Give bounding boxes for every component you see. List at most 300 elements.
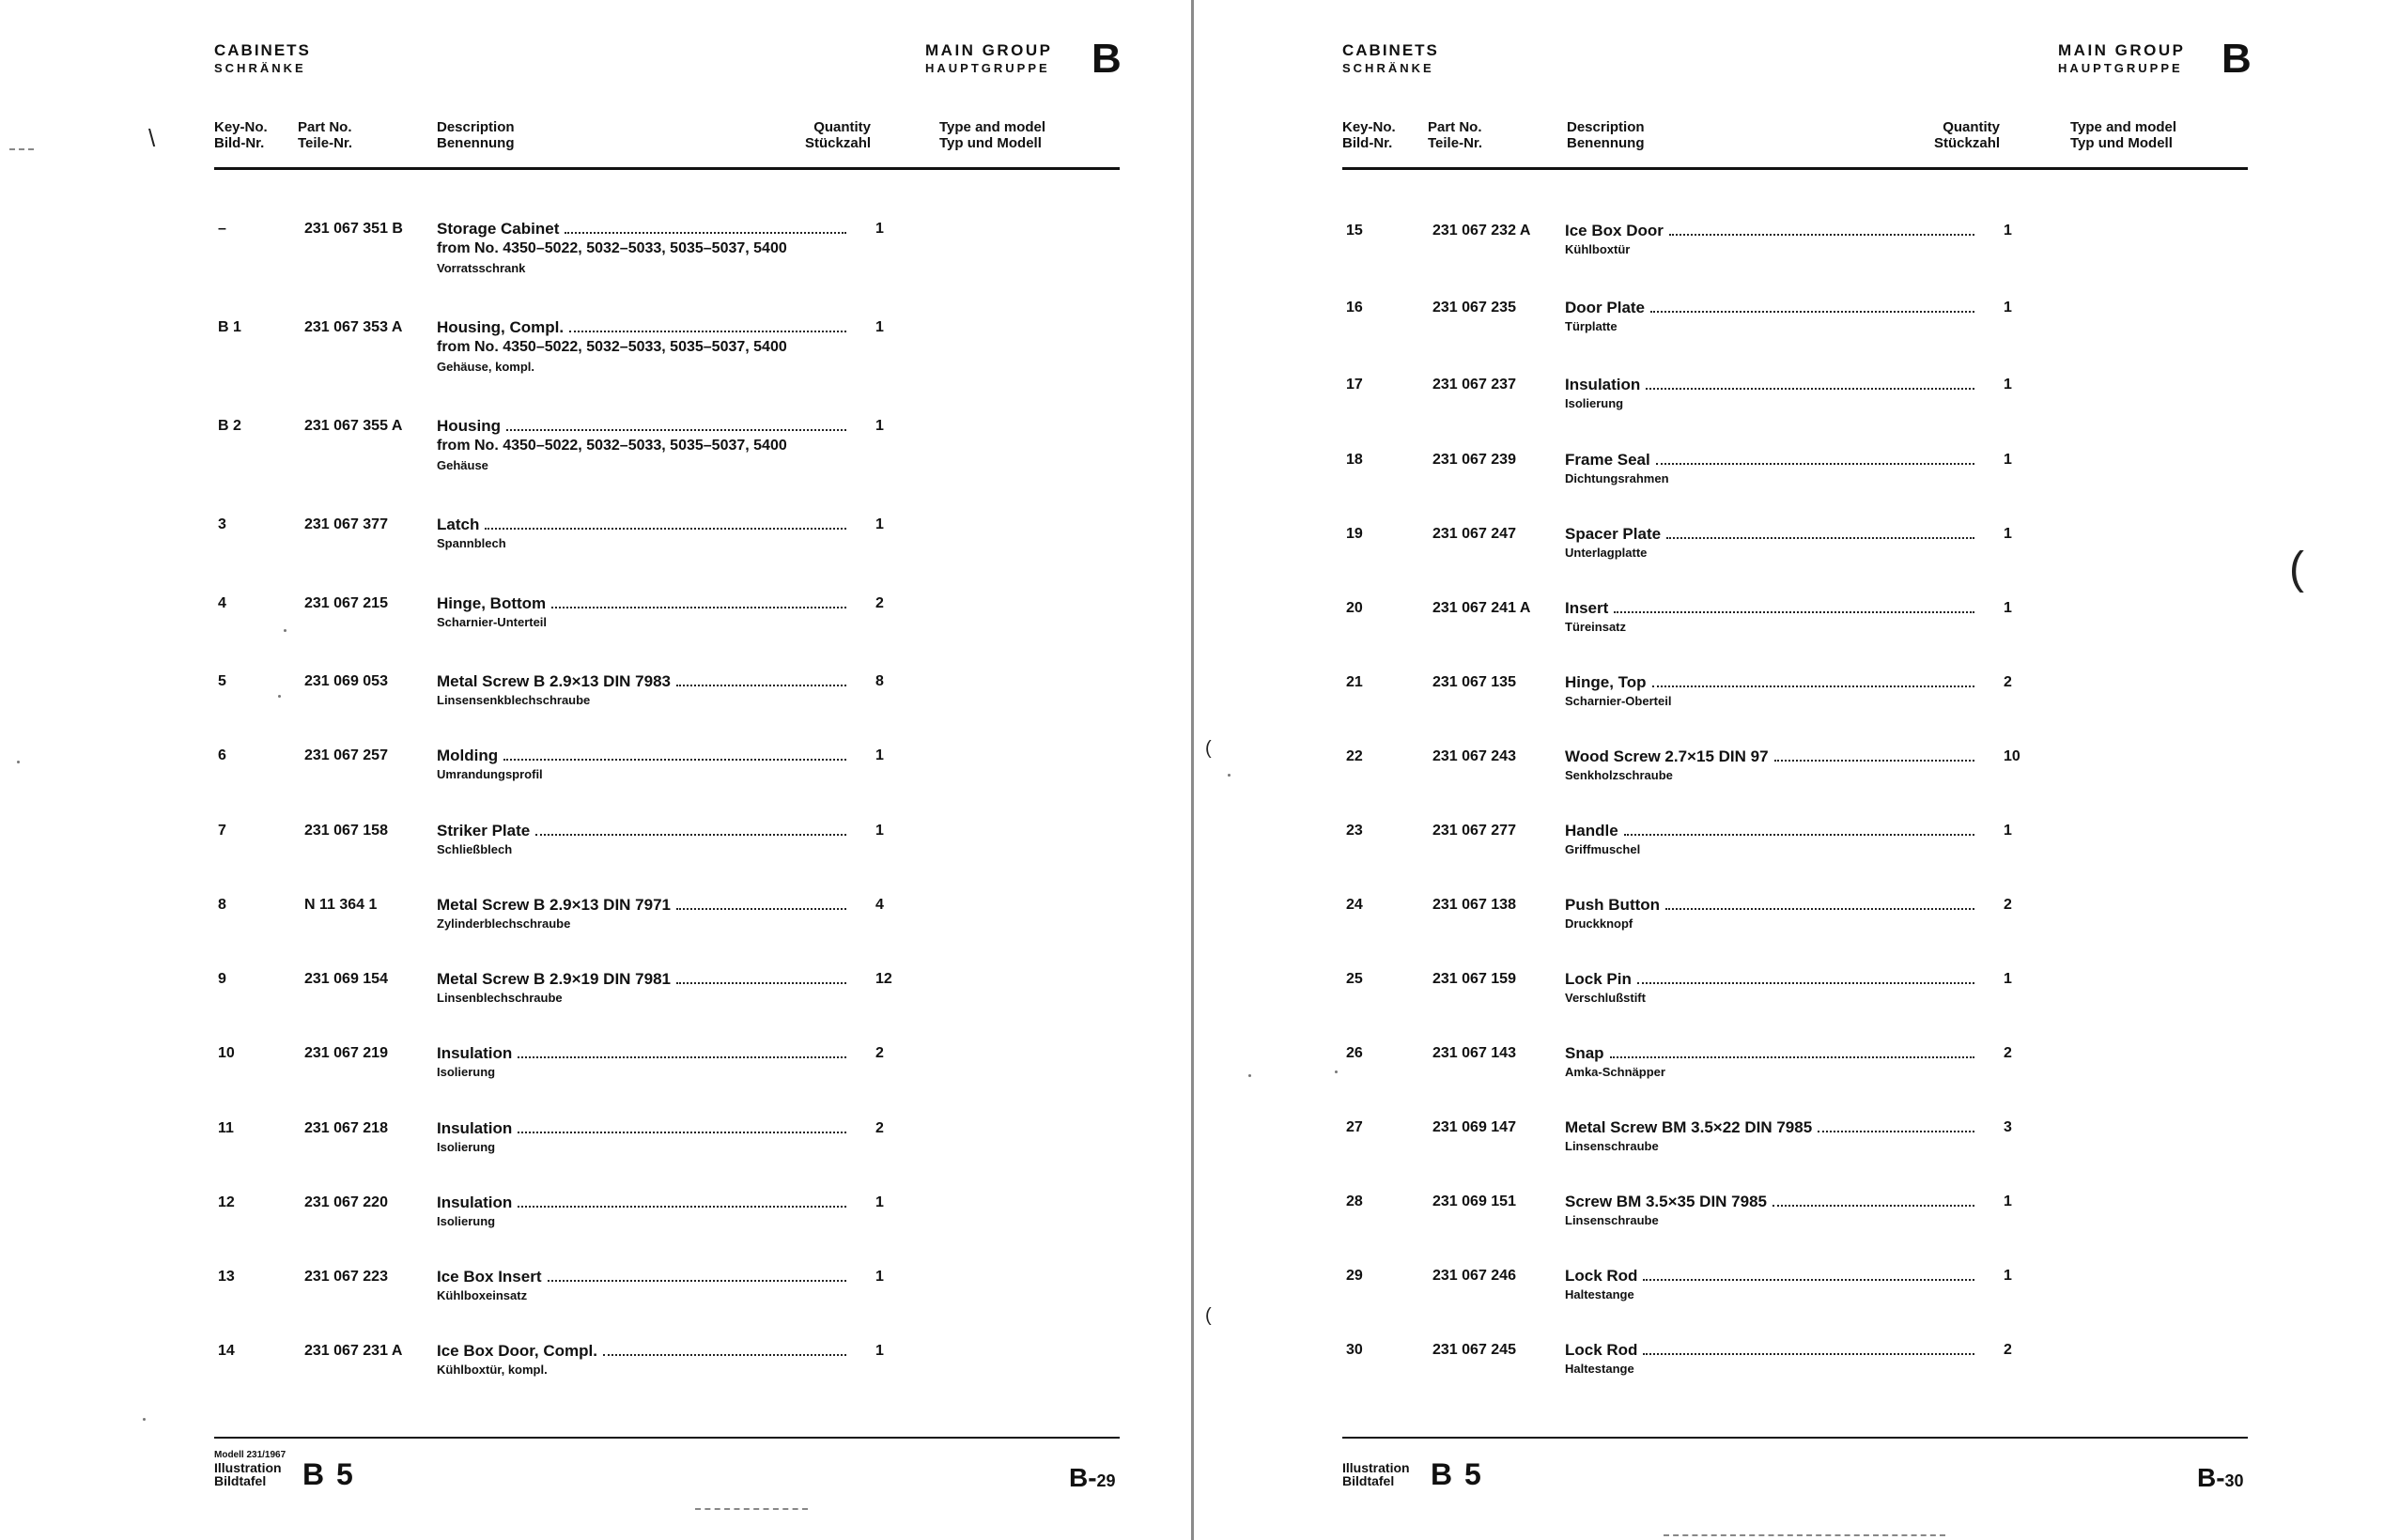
dot-leader <box>1643 1279 1974 1281</box>
col-head-qty-en: Quantity <box>1943 119 2001 135</box>
description <box>1565 299 1978 336</box>
part-number: N 11 364 1 <box>304 897 378 913</box>
description-text: Ice Box Insert <box>437 1268 542 1286</box>
footer-illustration-label <box>1342 1461 1410 1487</box>
part-number: 231 067 218 <box>304 1120 388 1136</box>
table-row <box>218 1194 951 1250</box>
description <box>437 1342 850 1379</box>
col-head-desc-de: Benennung <box>437 135 515 151</box>
group-letter: B <box>2221 36 2252 82</box>
description-text: Screw BM 3.5×35 DIN 7985 <box>1565 1193 1767 1210</box>
footer-illus-de: Bildtafel <box>214 1473 267 1488</box>
quantity: 2 <box>2004 674 2012 690</box>
part-number: 231 067 158 <box>304 823 388 839</box>
quantity: 10 <box>2004 748 2020 764</box>
key-number: 20 <box>1346 600 1363 616</box>
key-number: 11 <box>218 1120 234 1136</box>
col-head-part-de: Teile-Nr. <box>1428 135 1483 151</box>
description-en <box>437 594 850 613</box>
description-text: Hinge, Top <box>1565 673 1647 691</box>
footer-illus-en: Illustration <box>1342 1460 1410 1475</box>
section-title <box>1342 41 1439 77</box>
description-text: Hinge, Bottom <box>437 594 547 612</box>
description <box>437 822 850 859</box>
footer-illus-de: Bildtafel <box>1342 1473 1395 1488</box>
section-title-en: CABINETS <box>214 41 311 59</box>
part-number: 231 067 243 <box>1432 748 1516 764</box>
dot-leader <box>1774 760 1974 762</box>
quantity: 1 <box>2004 1194 2012 1209</box>
group-letter: B <box>1091 36 1122 82</box>
part-number: 231 067 246 <box>1432 1268 1516 1284</box>
key-number: 18 <box>1346 452 1363 468</box>
description-en <box>1565 747 1978 766</box>
dot-leader <box>551 607 846 608</box>
description-text: Metal Screw B 2.9×13 DIN 7971 <box>437 896 671 914</box>
quantity: 2 <box>2004 1045 2012 1061</box>
scan-mark <box>9 146 34 150</box>
table-row <box>1346 525 2079 581</box>
dot-leader <box>676 685 846 686</box>
description-de: Spannblech <box>437 536 506 550</box>
main-group-de: HAUPTGRUPPE <box>2058 61 2183 75</box>
col-head-part-de: Teile-Nr. <box>298 135 353 151</box>
description <box>1565 1044 1978 1082</box>
quantity: 4 <box>875 897 884 913</box>
description <box>437 1268 850 1305</box>
quantity: 2 <box>875 1045 884 1061</box>
quantity: 1 <box>875 319 884 335</box>
dot-leader <box>603 1354 846 1356</box>
header-rule <box>214 167 1120 170</box>
table-row <box>218 1044 951 1101</box>
table-row <box>218 747 951 803</box>
description-de: Isolierung <box>437 1140 496 1154</box>
footer-illus-en: Illustration <box>214 1460 282 1475</box>
quantity: 1 <box>875 747 884 763</box>
col-head-type-en: Type and model <box>939 119 1046 135</box>
dot-leader <box>1669 234 1974 236</box>
description <box>437 417 850 475</box>
description-en <box>437 1044 850 1063</box>
description-text: Insulation <box>1565 376 1641 393</box>
table-row <box>1346 1267 2079 1323</box>
description <box>437 1119 850 1157</box>
description-en <box>437 896 850 915</box>
quantity: 8 <box>875 673 884 689</box>
section-title-de: SCHRÄNKE <box>1342 61 1434 75</box>
description-text: Door Plate <box>1565 299 1646 316</box>
part-number: 231 067 220 <box>304 1194 388 1210</box>
table-row <box>1346 1193 2079 1249</box>
description-text: Housing, Compl. <box>437 318 565 336</box>
description-text: Molding <box>437 747 499 764</box>
description-text: Frame Seal <box>1565 451 1650 469</box>
description-en <box>437 1342 850 1361</box>
description-en <box>1565 673 1978 692</box>
part-number: 231 067 239 <box>1432 452 1516 468</box>
description-en <box>437 672 850 691</box>
key-number: 23 <box>1346 823 1363 839</box>
key-number: 8 <box>218 897 226 913</box>
page-number <box>1069 1463 1116 1496</box>
description-en <box>437 1268 850 1286</box>
key-number: 14 <box>218 1343 235 1359</box>
dot-leader <box>565 232 846 234</box>
scan-mark <box>1664 1532 1945 1536</box>
quantity: 1 <box>2004 452 2012 468</box>
quantity: 2 <box>2004 897 2012 913</box>
part-number: 231 067 135 <box>1432 674 1516 690</box>
col-head-part-en: Part No. <box>1428 119 1482 135</box>
description-en <box>1565 1044 1978 1063</box>
description-en <box>1565 822 1978 840</box>
col-head-part <box>298 119 352 151</box>
dot-leader <box>1637 982 1974 984</box>
page-num: 29 <box>1096 1471 1116 1490</box>
description-en <box>1565 299 1978 317</box>
description <box>1565 451 1978 488</box>
quantity: 1 <box>2004 823 2012 839</box>
quantity: 1 <box>875 1343 884 1359</box>
description-en <box>1565 1118 1978 1137</box>
quantity: 2 <box>875 1120 884 1136</box>
description <box>1565 525 1978 562</box>
quantity: 1 <box>2004 300 2012 316</box>
table-row <box>218 822 951 878</box>
description <box>1565 1341 1978 1378</box>
description <box>437 896 850 933</box>
description-en <box>437 417 850 436</box>
key-number: 17 <box>1346 377 1363 393</box>
description-de: Türeinsatz <box>1565 620 1627 634</box>
dot-leader <box>485 528 846 530</box>
left-page <box>0 0 1191 1540</box>
table-row <box>218 896 951 952</box>
scan-mark <box>695 1506 808 1510</box>
key-number: 6 <box>218 747 226 763</box>
dot-leader <box>518 1206 846 1208</box>
description-text: Push Button <box>1565 896 1661 914</box>
dot-leader <box>506 429 846 431</box>
quantity: 1 <box>2004 377 2012 393</box>
description-text: Lock Rod <box>1565 1341 1638 1359</box>
dot-leader <box>548 1280 847 1282</box>
col-head-key-en: Key-No. <box>1342 119 1396 135</box>
description-en <box>1565 970 1978 989</box>
dot-leader <box>1666 537 1974 539</box>
part-number: 231 069 154 <box>304 971 388 987</box>
dot-leader <box>1656 463 1974 465</box>
dot-leader <box>1646 388 1974 390</box>
dot-leader <box>1614 611 1974 613</box>
key-number: 12 <box>218 1194 235 1210</box>
key-number: 27 <box>1346 1119 1363 1135</box>
description-text: Snap <box>1565 1044 1604 1062</box>
part-number: 231 067 241 A <box>1432 600 1531 616</box>
part-number: 231 067 138 <box>1432 897 1516 913</box>
part-number: 231 067 353 A <box>304 319 403 335</box>
col-head-key <box>214 119 268 151</box>
description-text: Lock Rod <box>1565 1267 1638 1285</box>
key-number: 25 <box>1346 971 1363 987</box>
page-num: 30 <box>2224 1471 2244 1490</box>
key-number: 28 <box>1346 1194 1363 1209</box>
col-head-part-en: Part No. <box>298 119 352 135</box>
part-number: 231 069 053 <box>304 673 388 689</box>
description-text: Insulation <box>437 1194 513 1211</box>
description-de: Türplatte <box>1565 319 1618 333</box>
col-head-key-de: Bild-Nr. <box>1342 135 1393 151</box>
scan-speck <box>284 629 286 632</box>
description <box>437 318 850 377</box>
table-row <box>218 1342 951 1398</box>
dot-leader <box>1624 834 1974 836</box>
description <box>437 220 850 278</box>
description-text: Housing <box>437 417 501 435</box>
description <box>1565 599 1978 637</box>
description-en <box>1565 896 1978 915</box>
key-number: 24 <box>1346 897 1363 913</box>
key-number: 19 <box>1346 526 1363 542</box>
description <box>437 672 850 710</box>
description-text: Metal Screw BM 3.5×22 DIN 7985 <box>1565 1118 1813 1136</box>
quantity: 3 <box>2004 1119 2012 1135</box>
description-en <box>1565 376 1978 394</box>
description <box>1565 376 1978 413</box>
scan-speck <box>1228 774 1231 777</box>
col-head-qty-de: Stückzahl <box>805 135 872 151</box>
key-number: 21 <box>1346 674 1363 690</box>
section-title <box>214 41 311 77</box>
description-en <box>437 1194 850 1212</box>
col-head-desc-de: Benennung <box>1567 135 1645 151</box>
part-number: 231 067 377 <box>304 516 388 532</box>
description <box>437 516 850 553</box>
key-number: B 2 <box>218 418 241 434</box>
description-de: Linsenblechschraube <box>437 991 563 1005</box>
description <box>437 747 850 784</box>
main-group-label <box>925 41 1053 77</box>
description-de: Kühlboxtür <box>1565 242 1631 256</box>
description-de: Zylinderblechschraube <box>437 916 571 931</box>
section-title-en: CABINETS <box>1342 41 1439 59</box>
col-head-desc <box>437 119 515 151</box>
quantity: 1 <box>875 418 884 434</box>
quantity: 1 <box>875 516 884 532</box>
scan-mark: \ <box>148 124 156 152</box>
table-row <box>1346 1118 2079 1175</box>
main-group-en: MAIN GROUP <box>925 41 1053 59</box>
part-number: 231 067 215 <box>304 595 388 611</box>
header-rule <box>1342 167 2248 170</box>
description-de: Senkholzschraube <box>1565 768 1673 782</box>
part-number: 231 067 245 <box>1432 1342 1516 1358</box>
description-de: Schließblech <box>437 842 513 856</box>
part-number: 231 067 143 <box>1432 1045 1516 1061</box>
description-en <box>1565 599 1978 618</box>
description-text: Latch <box>437 516 480 533</box>
col-head-desc <box>1567 119 1645 151</box>
description-serial-range: from No. 4350–5022, 5032–5033, 5035–5037, 5400 <box>437 438 787 454</box>
quantity: 1 <box>2004 526 2012 542</box>
footer-rule <box>1342 1437 2248 1439</box>
scan-speck <box>1335 1070 1338 1073</box>
description-de: Haltestange <box>1565 1362 1634 1376</box>
scan-speck <box>143 1418 146 1421</box>
description-de: Vorratsschrank <box>437 261 526 275</box>
description-en <box>1565 451 1978 470</box>
main-group-en: MAIN GROUP <box>2058 41 2186 59</box>
footer-illustration-code: B 5 <box>302 1457 355 1491</box>
section-title-de: SCHRÄNKE <box>214 61 306 75</box>
dot-leader <box>1665 908 1974 910</box>
table-row <box>1346 822 2079 878</box>
part-number: 231 067 159 <box>1432 971 1516 987</box>
key-number: 9 <box>218 971 226 987</box>
dot-leader <box>676 982 846 984</box>
quantity: 1 <box>2004 600 2012 616</box>
table-row <box>1346 451 2079 507</box>
key-number: 5 <box>218 673 226 689</box>
col-head-qty-de: Stückzahl <box>1934 135 2001 151</box>
description <box>437 1194 850 1231</box>
col-head-key-de: Bild-Nr. <box>214 135 265 151</box>
description-text: Ice Box Door <box>1565 222 1664 239</box>
table-row <box>218 1268 951 1324</box>
description-de: Isolierung <box>437 1065 496 1079</box>
description-text: Storage Cabinet <box>437 220 560 238</box>
col-head-qty <box>1934 119 2000 151</box>
description-text: Spacer Plate <box>1565 525 1662 543</box>
col-head-type <box>939 119 1045 151</box>
col-head-key-en: Key-No. <box>214 119 268 135</box>
key-number: 15 <box>1346 223 1363 239</box>
quantity: 2 <box>875 595 884 611</box>
table-row <box>218 1119 951 1176</box>
description-en <box>437 822 850 840</box>
description <box>1565 822 1978 859</box>
table-row <box>1346 970 2079 1026</box>
description-text: Handle <box>1565 822 1618 839</box>
footer-rule <box>214 1437 1120 1439</box>
description-en <box>1565 1193 1978 1211</box>
dot-leader <box>518 1056 846 1058</box>
quantity: 12 <box>875 971 892 987</box>
description-text: Wood Screw 2.7×15 DIN 97 <box>1565 747 1769 765</box>
table-row <box>218 672 951 729</box>
table-row <box>1346 896 2079 952</box>
description <box>437 970 850 1008</box>
description-de: Scharnier-Unterteil <box>437 615 548 629</box>
description-de: Amka-Schnäpper <box>1565 1065 1665 1079</box>
part-number: 231 067 231 A <box>304 1343 403 1359</box>
table-row <box>1346 222 2079 278</box>
description-en <box>437 220 850 239</box>
description-de: Unterlagplatte <box>1565 546 1648 560</box>
quantity: 1 <box>2004 1268 2012 1284</box>
description-text: Insulation <box>437 1119 513 1137</box>
table-row <box>1346 376 2079 432</box>
right-page <box>1194 0 2384 1540</box>
table-row <box>218 970 951 1026</box>
part-number: 231 069 151 <box>1432 1194 1516 1209</box>
description-de: Druckknopf <box>1565 916 1633 931</box>
scan-mark: ( <box>1205 738 1212 759</box>
description-text: Ice Box Door, Compl. <box>437 1342 597 1360</box>
dot-leader <box>676 908 846 910</box>
description-en <box>437 1119 850 1138</box>
col-head-part <box>1428 119 1482 151</box>
quantity: 2 <box>2004 1342 2012 1358</box>
scan-speck <box>17 761 20 763</box>
description-text: Lock Pin <box>1565 970 1632 988</box>
description-en <box>1565 222 1978 240</box>
key-number: 22 <box>1346 748 1363 764</box>
description-de: Umrandungsprofil <box>437 767 543 781</box>
quantity: 1 <box>875 221 884 237</box>
table-row <box>218 516 951 572</box>
page-prefix: B- <box>2197 1463 2225 1492</box>
description-de: Griffmuschel <box>1565 842 1641 856</box>
description-de: Haltestange <box>1565 1287 1634 1301</box>
key-number: 3 <box>218 516 226 532</box>
col-head-desc-en: Description <box>1567 119 1645 135</box>
col-head-qty-en: Quantity <box>813 119 872 135</box>
quantity: 1 <box>2004 971 2012 987</box>
scan-speck <box>1248 1074 1251 1077</box>
dot-leader <box>503 759 846 761</box>
part-number: 231 067 235 <box>1432 300 1516 316</box>
part-number: 231 067 237 <box>1432 377 1516 393</box>
key-number: 13 <box>218 1269 235 1285</box>
description-de: Isolierung <box>437 1214 496 1228</box>
dot-leader <box>569 331 846 332</box>
main-group-label <box>2058 41 2186 77</box>
key-number: 29 <box>1346 1268 1363 1284</box>
page-prefix: B- <box>1069 1463 1097 1492</box>
table-row <box>218 220 951 276</box>
part-number: 231 067 355 A <box>304 418 403 434</box>
description-en <box>1565 1267 1978 1286</box>
description-de: Linsenschraube <box>1565 1213 1659 1227</box>
description-de: Gehäuse, kompl. <box>437 360 535 374</box>
description <box>1565 747 1978 785</box>
description <box>437 1044 850 1082</box>
col-head-type-de: Typ und Modell <box>2070 135 2173 151</box>
footer-model: Modell 231/1967 <box>214 1450 286 1460</box>
description-text: Insert <box>1565 599 1609 617</box>
description-en <box>437 516 850 534</box>
footer-illustration-label <box>214 1461 282 1487</box>
description <box>1565 1193 1978 1230</box>
description-de: Kühlboxtür, kompl. <box>437 1363 548 1377</box>
description-de: Scharnier-Oberteil <box>1565 694 1672 708</box>
description-en <box>1565 1341 1978 1360</box>
dot-leader <box>518 1132 846 1133</box>
key-number: 4 <box>218 595 226 611</box>
description <box>1565 896 1978 933</box>
description-en <box>437 970 850 989</box>
col-head-key <box>1342 119 1396 151</box>
main-group-de: HAUPTGRUPPE <box>925 61 1050 75</box>
description-text: Metal Screw B 2.9×13 DIN 7983 <box>437 672 671 690</box>
description-de: Isolierung <box>1565 396 1624 410</box>
part-number: 231 067 223 <box>304 1269 388 1285</box>
key-number: 16 <box>1346 300 1363 316</box>
description <box>1565 222 1978 259</box>
description-text: Striker Plate <box>437 822 531 839</box>
